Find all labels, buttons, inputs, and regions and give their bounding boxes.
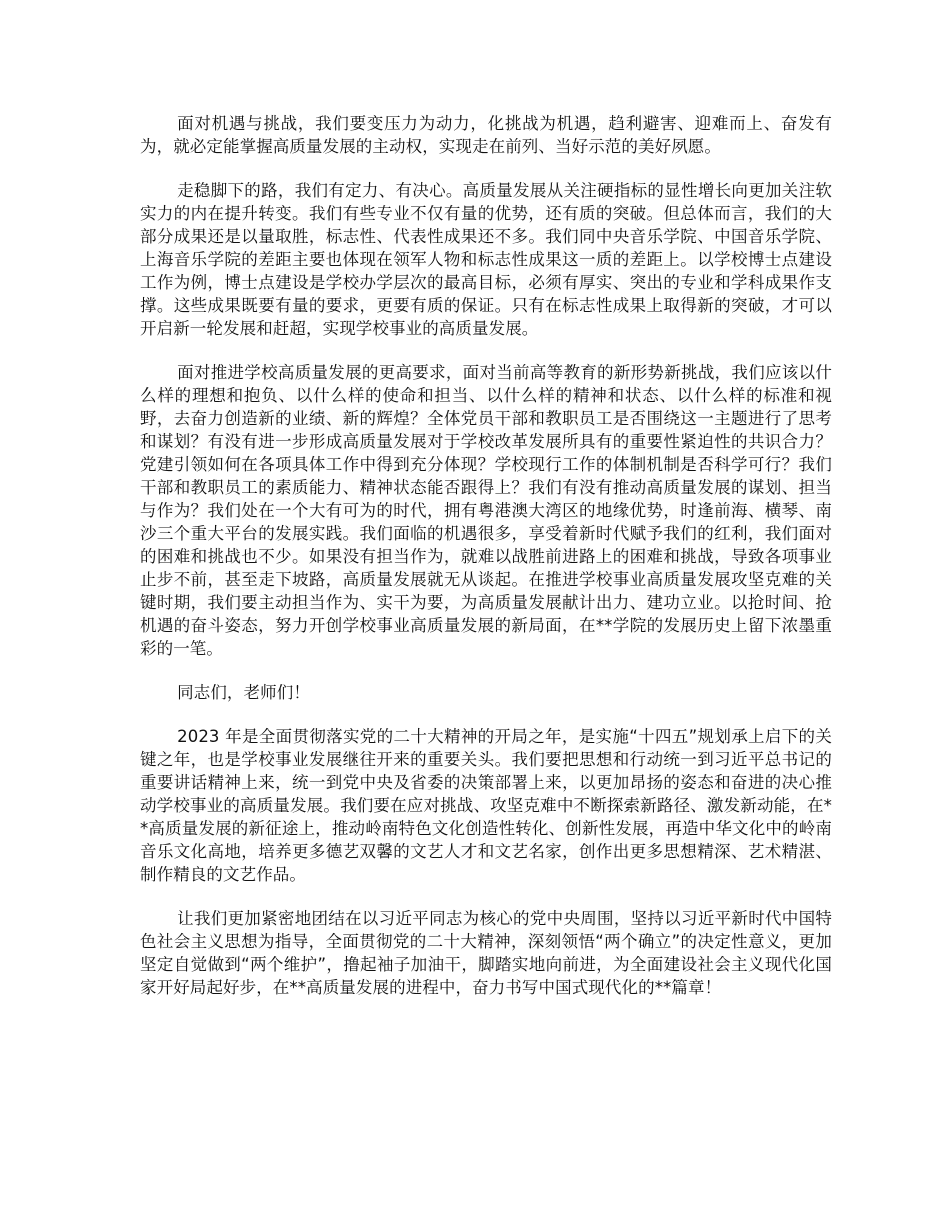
document-body xyxy=(140,112,832,1020)
paragraph-2023: 2023 年是全面贯彻落实党的二十大精神的开局之年，是实施“十四五”规划承上启下的关键之年，也是学校事业发展继往开来的重要关头。我们要把思想和行动统一到习近平总书记的重要讲话精神上来，统一到党中央及省委的决策部署上来，以更加昂扬的姿态和奋进的决心推动学校事业的高质量发展。我们要在应对挑战、攻坚克难中不断探索新路径、激发新动能，在**高质量发展的新征途上，推动岭南特色文化创造性转化、创新性发展，再造中华文化中的岭南音乐文化高地，培养更多德艺双馨的文艺人才和文艺名家，创作出更多思想精深、艺术精湛、制作精良的文艺作品。 xyxy=(140,727,832,884)
paragraph-challenges: 面对机遇与挑战，我们要变压力为动力，化挑战为机遇，趋利避害、迎难而上、奋发有为，就必定能掌握高质量发展的主动权，实现走在前列、当好示范的美好夙愿。 xyxy=(140,114,832,156)
paragraph-higher-requirements: 面对推进学校高质量发展的更高要求，面对当前高等教育的新形势新挑战，我们应该以什么样的理想和抱负、以什么样的使命和担当、以什么样的精神和状态、以什么样的标准和视野，去奋力创造新的业绩、新的辉煌？全体党员干部和教职员工是否围绕这一主题进行了思考和谋划？有没有进一步形成高质量发展对于学校改革发展所具有的重要性紧迫性的共识合力？党建引领如何在各项具体工作中得到充分体现？学校现行工作的体制机制是否科学可行？我们干部和教职员工的素质能力、精神状态能否跟得上？我们有没有推动高质量发展的谋划、担当与作为？我们处在一个大有可为的时代，拥有粤港澳大湾区的地缘优势，时逢前海、横琴、南沙三个重大平台的发展实践。我们面临的机遇很多，享受着新时代赋予我们的红利，我们面对的困难和挑战也不少。如果没有担当作为，就难以战胜前进路上的困难和挑战，导致各项事业止步不前，甚至走下坡路，高质量发展就无从谈起。在推进学校事业高质量发展攻坚克难的关键时期，我们要主动担当作为、实干为要，为高质量发展献计出力、建功立业。以抢时间、抢机遇的奋斗姿态，努力开创学校事业高质量发展的新局面，在**学院的发展历史上留下浓墨重彩的一笔。 xyxy=(140,363,832,658)
paragraph-salutation: 同志们，老师们！ xyxy=(177,683,310,702)
paragraph-closing: 让我们更加紧密地团结在以习近平同志为核心的党中央周围，坚持以习近平新时代中国特色社会主义思想为指导，全面贯彻党的二十大精神，深刻领悟“两个确立”的决定性意义，更加坚定自觉做到“两个维护”，撸起袖子加油干，脚踏实地向前进，为全面建设社会主义现代化国家开好局起好步，在**高质量发展的进程中，奋力书写中国式现代化的**篇章！ xyxy=(140,909,832,997)
paragraph-steady-path: 走稳脚下的路，我们有定力、有决心。高质量发展从关注硬指标的显性增长向更加关注软实力的内在提升转变。我们有些专业不仅有量的优势，还有质的突破。但总体而言，我们的大部分成果还是以量取胜，标志性、代表性成果还不多。我们同中央音乐学院、中国音乐学院、上海音乐学院的差距主要也体现在领军人物和标志性成果这一质的差距上。以学校博士点建设工作为例，博士点建设是学校办学层次的最高目标，必须有厚实、突出的专业和学科成果作支撑。这些成果既要有量的要求，更要有质的保证。只有在标志性成果上取得新的突破，才可以开启新一轮发展和赶超，实现学校事业的高质量发展。 xyxy=(140,181,832,338)
